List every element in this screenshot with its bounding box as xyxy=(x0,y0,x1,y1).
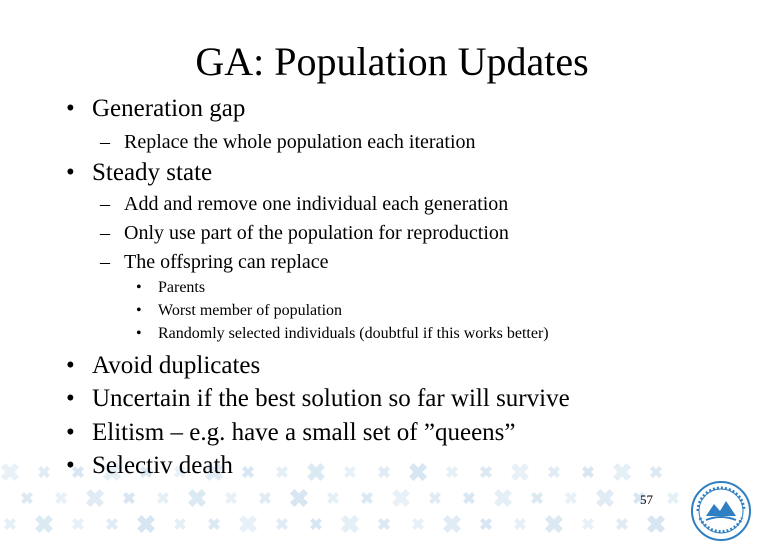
deco-cross xyxy=(647,515,665,533)
bullet-item xyxy=(66,418,516,448)
bullet-text: Uncertain if the best solution so far will survive xyxy=(92,385,570,412)
bullet-text: Elitism – e.g. have a small set of ”queens” xyxy=(92,419,516,446)
deco-cross xyxy=(378,518,390,530)
bullet-marker: • xyxy=(66,352,75,379)
bullet-item xyxy=(66,94,245,124)
deco-cross xyxy=(38,466,50,478)
deco-cross xyxy=(667,492,679,504)
deco-cross xyxy=(443,515,461,533)
deco-cross xyxy=(429,492,441,504)
deco-cross xyxy=(242,466,254,478)
deco-cross xyxy=(4,518,16,530)
dash-marker: – xyxy=(100,193,110,215)
deco-cross xyxy=(290,489,308,507)
sub-sub-bullet-item xyxy=(136,324,549,344)
bullet-marker: • xyxy=(66,419,75,446)
deco-cross xyxy=(565,492,577,504)
deco-cross xyxy=(174,518,186,530)
sub-bullet-item xyxy=(100,221,509,245)
deco-cross xyxy=(276,518,288,530)
bullet-item xyxy=(66,158,212,188)
sub-sub-bullet-text: Randomly selected individuals (doubtful if this works better) xyxy=(158,325,549,342)
sub-bullet-item xyxy=(100,192,508,216)
deco-cross xyxy=(310,518,322,530)
deco-cross xyxy=(35,515,53,533)
deco-cross xyxy=(582,518,594,530)
deco-cross xyxy=(106,518,118,530)
deco-cross xyxy=(307,463,325,481)
deco-cross xyxy=(157,492,169,504)
deco-cross xyxy=(494,489,512,507)
slide-title: GA: Population Updates xyxy=(195,39,589,84)
deco-cross xyxy=(327,492,339,504)
deco-cross xyxy=(72,518,84,530)
deco-cross xyxy=(225,492,237,504)
deco-cross xyxy=(412,518,424,530)
dash-marker: – xyxy=(100,222,110,244)
bullet-item xyxy=(66,351,260,381)
deco-cross xyxy=(511,463,529,481)
college-seal-icon xyxy=(690,480,752,542)
bullet-item xyxy=(66,451,233,481)
sub-bullet-text: Add and remove one individual each generation xyxy=(124,193,509,215)
bullet-marker: • xyxy=(66,95,75,122)
dash-marker: – xyxy=(100,131,110,153)
deco-cross xyxy=(239,515,257,533)
deco-cross xyxy=(392,489,410,507)
deco-cross xyxy=(548,466,560,478)
deco-cross xyxy=(582,466,594,478)
deco-cross xyxy=(341,515,359,533)
bullet-marker: • xyxy=(66,385,75,412)
bullet-text: Selectiv death xyxy=(92,452,233,479)
sub-bullet-item xyxy=(100,130,476,154)
bullet-marker: • xyxy=(66,159,75,186)
bullet-marker: • xyxy=(136,325,142,342)
deco-cross xyxy=(276,466,288,478)
deco-cross xyxy=(259,492,271,504)
deco-cross xyxy=(208,518,220,530)
deco-cross xyxy=(463,492,475,504)
sub-sub-bullet-text: Worst member of population xyxy=(158,302,343,319)
deco-cross xyxy=(86,489,104,507)
sub-bullet-text: Replace the whole population each iteration xyxy=(124,131,476,153)
bullet-text: Steady state xyxy=(92,159,213,186)
deco-cross xyxy=(55,492,67,504)
deco-cross xyxy=(545,515,563,533)
deco-cross xyxy=(361,492,373,504)
deco-cross xyxy=(21,492,33,504)
deco-cross xyxy=(480,518,492,530)
deco-cross xyxy=(409,463,427,481)
page-number: 57 xyxy=(640,492,653,507)
bullet-item xyxy=(66,384,570,414)
deco-cross xyxy=(378,466,390,478)
deco-cross xyxy=(446,466,458,478)
deco-cross xyxy=(616,518,628,530)
sub-sub-bullet-item xyxy=(136,301,342,321)
sub-sub-bullet-text: Parents xyxy=(158,279,206,296)
bullet-text: Avoid duplicates xyxy=(92,352,261,379)
deco-cross xyxy=(613,463,631,481)
deco-cross xyxy=(1,463,19,481)
sub-bullet-text: Only use part of the population for reproduction xyxy=(124,222,509,244)
deco-cross xyxy=(596,489,614,507)
deco-cross xyxy=(188,489,206,507)
dash-marker: – xyxy=(100,251,110,273)
sub-bullet-text: The offspring can replace xyxy=(124,251,329,273)
deco-cross xyxy=(480,466,492,478)
deco-cross xyxy=(344,466,356,478)
sub-bullet-item xyxy=(100,250,329,274)
deco-cross xyxy=(137,515,155,533)
deco-cross xyxy=(531,492,543,504)
bullet-marker: • xyxy=(66,452,75,479)
deco-cross xyxy=(123,492,135,504)
bullet-marker: • xyxy=(136,302,142,319)
deco-cross xyxy=(514,518,526,530)
sub-sub-bullet-item xyxy=(136,278,205,298)
bullet-text: Generation gap xyxy=(92,95,246,122)
deco-cross xyxy=(650,466,662,478)
bullet-marker: • xyxy=(136,279,142,296)
